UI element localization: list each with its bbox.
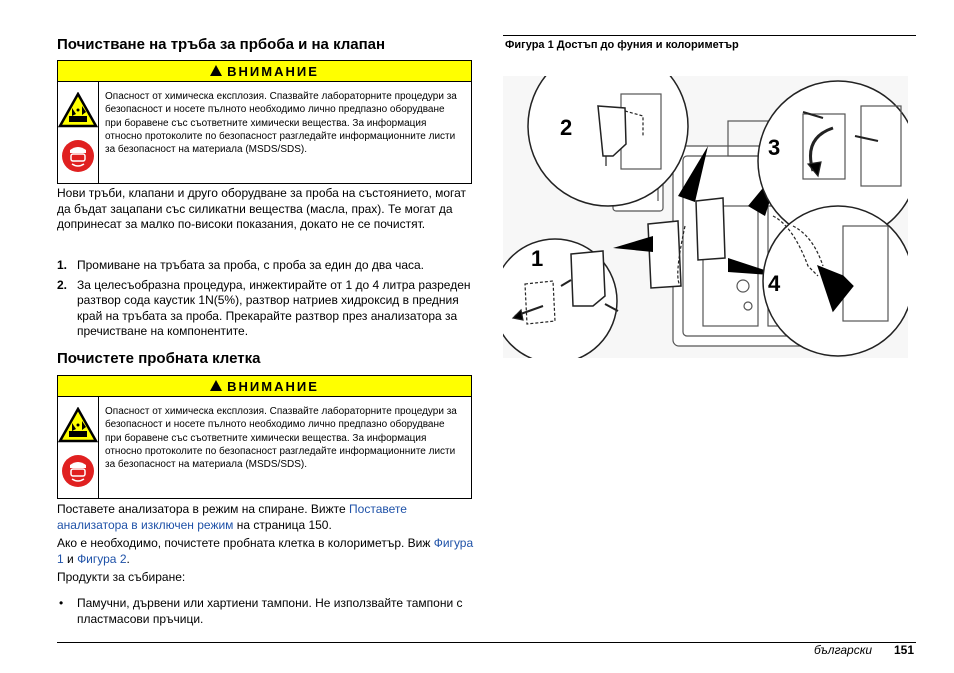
- bullet-icon: •: [59, 596, 64, 610]
- figure-1-link[interactable]: Фигура 1: [57, 536, 474, 566]
- figure-label-4: 4: [768, 271, 781, 296]
- page-number: 151: [894, 643, 915, 657]
- figure-label-3: 3: [768, 135, 781, 160]
- face-protection-icon: [61, 454, 95, 488]
- figure-label-1: 1: [531, 246, 544, 271]
- footer-rule: [57, 642, 916, 643]
- items-to-collect-label: Продукти за събиране:: [57, 570, 186, 584]
- warning-title: ВНИМАНИЕ: [227, 63, 319, 79]
- warning-header: [58, 61, 471, 82]
- list-item: 2. За целесъобразна процедура, инжектирайте от 1 до 4 литра разреден разтвор сода каустик 1N(5%), разтвор натриев хидроксид в предния край на тръбата за проба. Прекарайте разтвор през анализатора за пречистване на компонентите.: [57, 277, 471, 338]
- warning-box: [57, 375, 472, 499]
- figure-2-link[interactable]: Фигура 2: [77, 551, 127, 566]
- list-item: 1. Промиване на тръбата за проба, с проба за един до два часа.: [57, 258, 425, 272]
- funnel-colorimeter-illustration: [503, 76, 908, 358]
- warning-text: Опасност от химическа експлозия. Спазвайте лабораторните процедури за безопасност и носете пълното необходимо лично предпазно оборудване при боравене със съответните химически вещества. За информация относно протоколите по безопасност разгледайте информационните листи за безопасност на материала (MSDS/SDS).: [105, 91, 457, 156]
- figure-label-2: 2: [560, 115, 573, 140]
- footer-language: български: [814, 643, 873, 657]
- clean-cell-paragraph: Ако е необходимо, почистете пробната клетка в колориметър. Виж Фигура 1 и Фигура 2.: [57, 536, 474, 566]
- chemical-hazard-icon: [58, 407, 98, 443]
- figure-top-rule: [503, 35, 916, 36]
- warning-title: ВНИМАНИЕ: [227, 378, 319, 394]
- warning-box: [57, 60, 472, 184]
- cleaning-steps-list: [57, 258, 477, 344]
- warning-text: Опасност от химическа експлозия. Спазвайте лабораторните процедури за безопасност и носете пълното необходимо лично предпазно оборудване при боравене със съответните химически вещества. За информация относно протоколите по безопасност разгледайте информационните листи за безопасност на материала (MSDS/SDS).: [105, 406, 457, 471]
- face-protection-icon: [61, 139, 95, 173]
- list-item: • Памучни, дървени или хартиени тампони. Не използвайте тампони с пластмасови пръчици.: [59, 596, 463, 626]
- intro-paragraph: Нови тръби, клапани и друго оборудване за проба на състоянието, могат да бъдат зацапани със силикатни вещества (масла, прах). Те могат да допринесат за малко по-високи показания, докато не се почистят.: [57, 186, 467, 231]
- shutdown-paragraph: Поставете анализатора в режим на спиране. Вижте Поставете анализатора в изключен режим на страница 150.: [57, 502, 407, 532]
- shutdown-mode-link[interactable]: Поставете анализатора в изключен режим: [57, 502, 407, 532]
- warning-header: [58, 376, 471, 397]
- warning-triangle-icon: [210, 380, 222, 391]
- figure-caption: Фигура 1 Достъп до фуния и колориметър: [505, 39, 739, 51]
- section-heading-tube-valve: Почистване на тръба за прбоба и на клапан: [57, 36, 386, 53]
- section-heading-sample-cell: Почистете пробната клетка: [57, 350, 261, 367]
- chemical-hazard-icon: [58, 92, 98, 128]
- warning-triangle-icon: [210, 65, 222, 76]
